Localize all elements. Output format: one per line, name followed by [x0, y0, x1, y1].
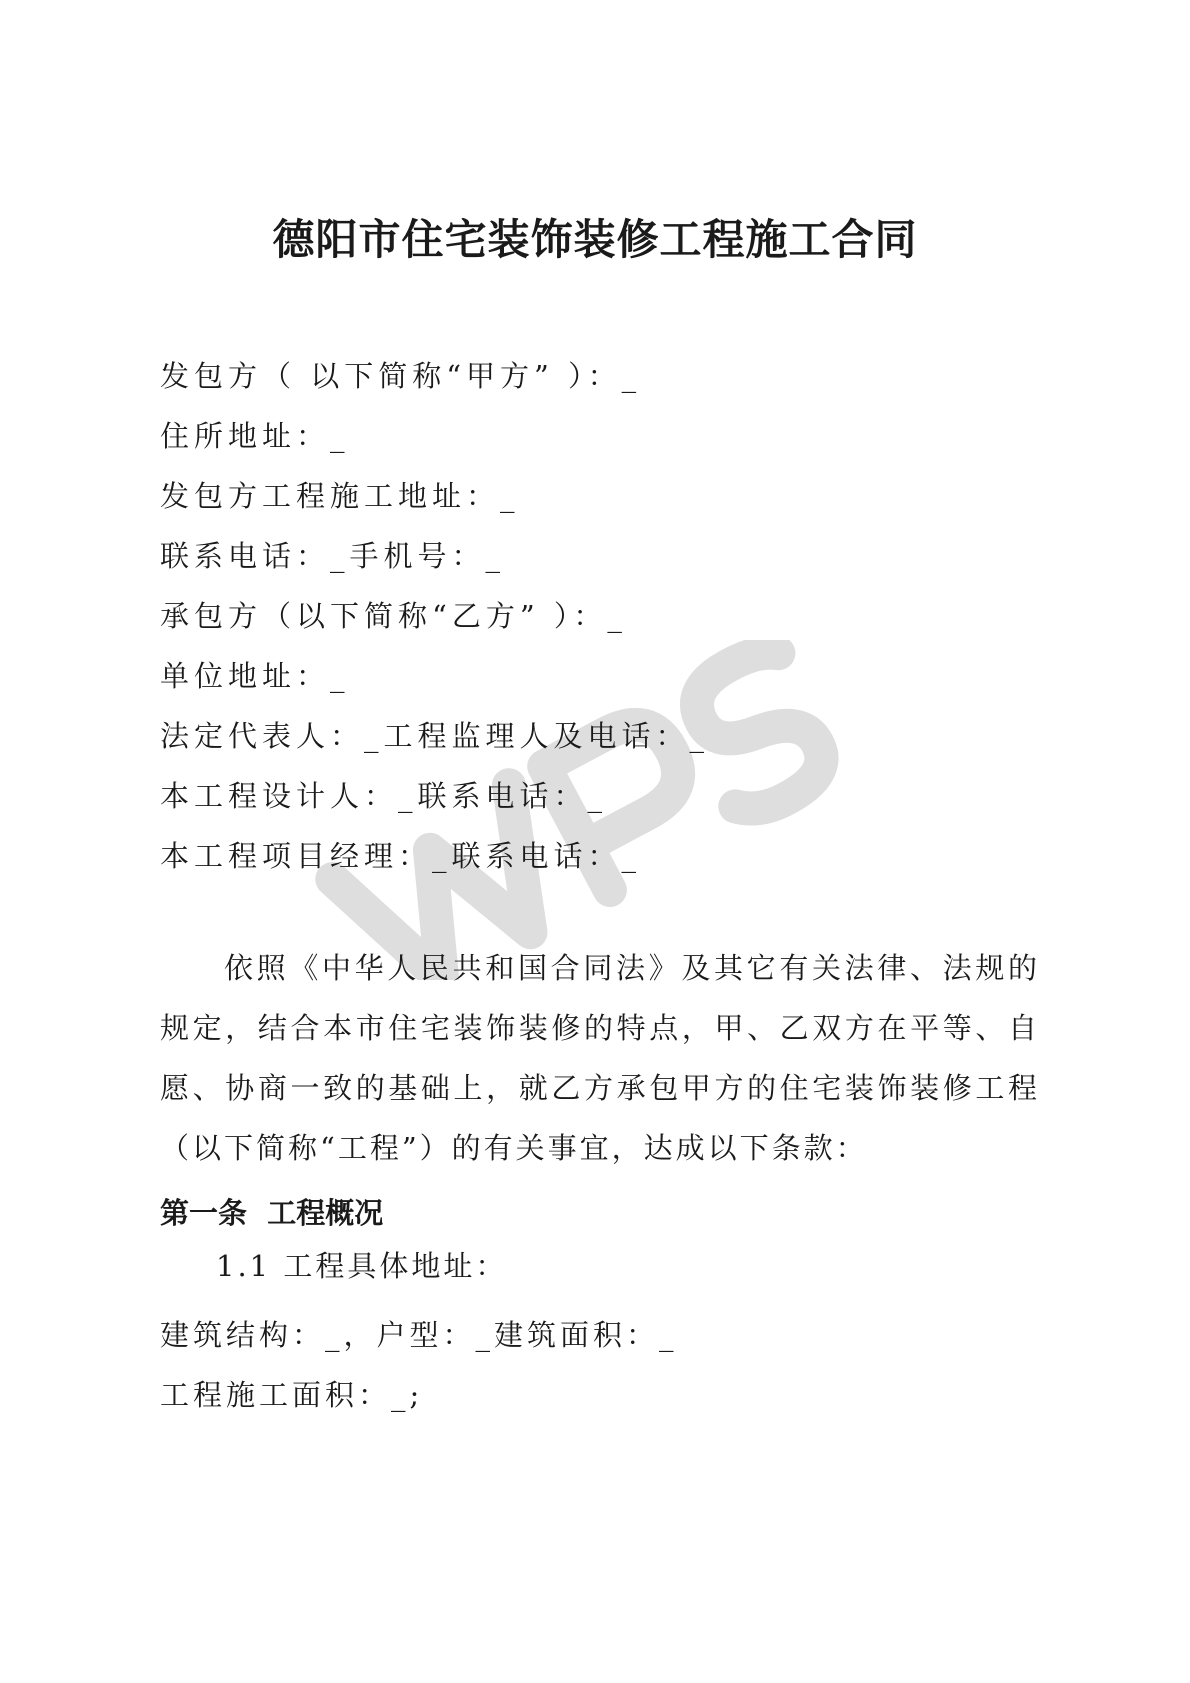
field-employer: 发包方（ 以下简称“甲方” ）：_: [160, 359, 642, 393]
field-project-manager: 本工程项目经理：_联系电话：_: [160, 839, 642, 873]
field-contact-phone: 联系电话：_手机号：_: [160, 539, 506, 573]
field-contractor: 承包方（以下简称“乙方” ）：_: [160, 599, 627, 633]
intro-paragraph: 依照《中华人民共和国合同法》及其它有关法律、法规的规定，结合本市住宅装饰装修的特点，甲、乙双方在平等、自愿、协商一致的基础上，就乙方承包甲方的住宅装饰装修工程（以下简称“工程”）的有关事宜，达成以下条款：: [160, 951, 1040, 1165]
field-construction-address: 发包方工程施工地址：_: [160, 479, 520, 513]
detail-structure-line: 建筑结构：_，户型：_建筑面积：_: [160, 1318, 678, 1352]
section-heading-article-1: 第一条 工程概况: [160, 1196, 384, 1230]
party-info-fields: [160, 346, 1060, 886]
field-employer-address: 住所地址：_: [160, 419, 350, 453]
field-unit-address: 单位地址：_: [160, 659, 350, 693]
clause-1-1: 1.1 工程具体地址：: [216, 1249, 508, 1283]
field-legal-representative: 法定代表人：_工程监理人及电话：_: [160, 719, 710, 753]
field-designer: 本工程设计人：_联系电话：_: [160, 779, 608, 813]
project-details: [160, 1305, 1060, 1425]
document-title: 德阳市住宅装饰装修工程施工合同: [272, 215, 918, 264]
detail-area-line: 工程施工面积：_;: [160, 1378, 424, 1412]
